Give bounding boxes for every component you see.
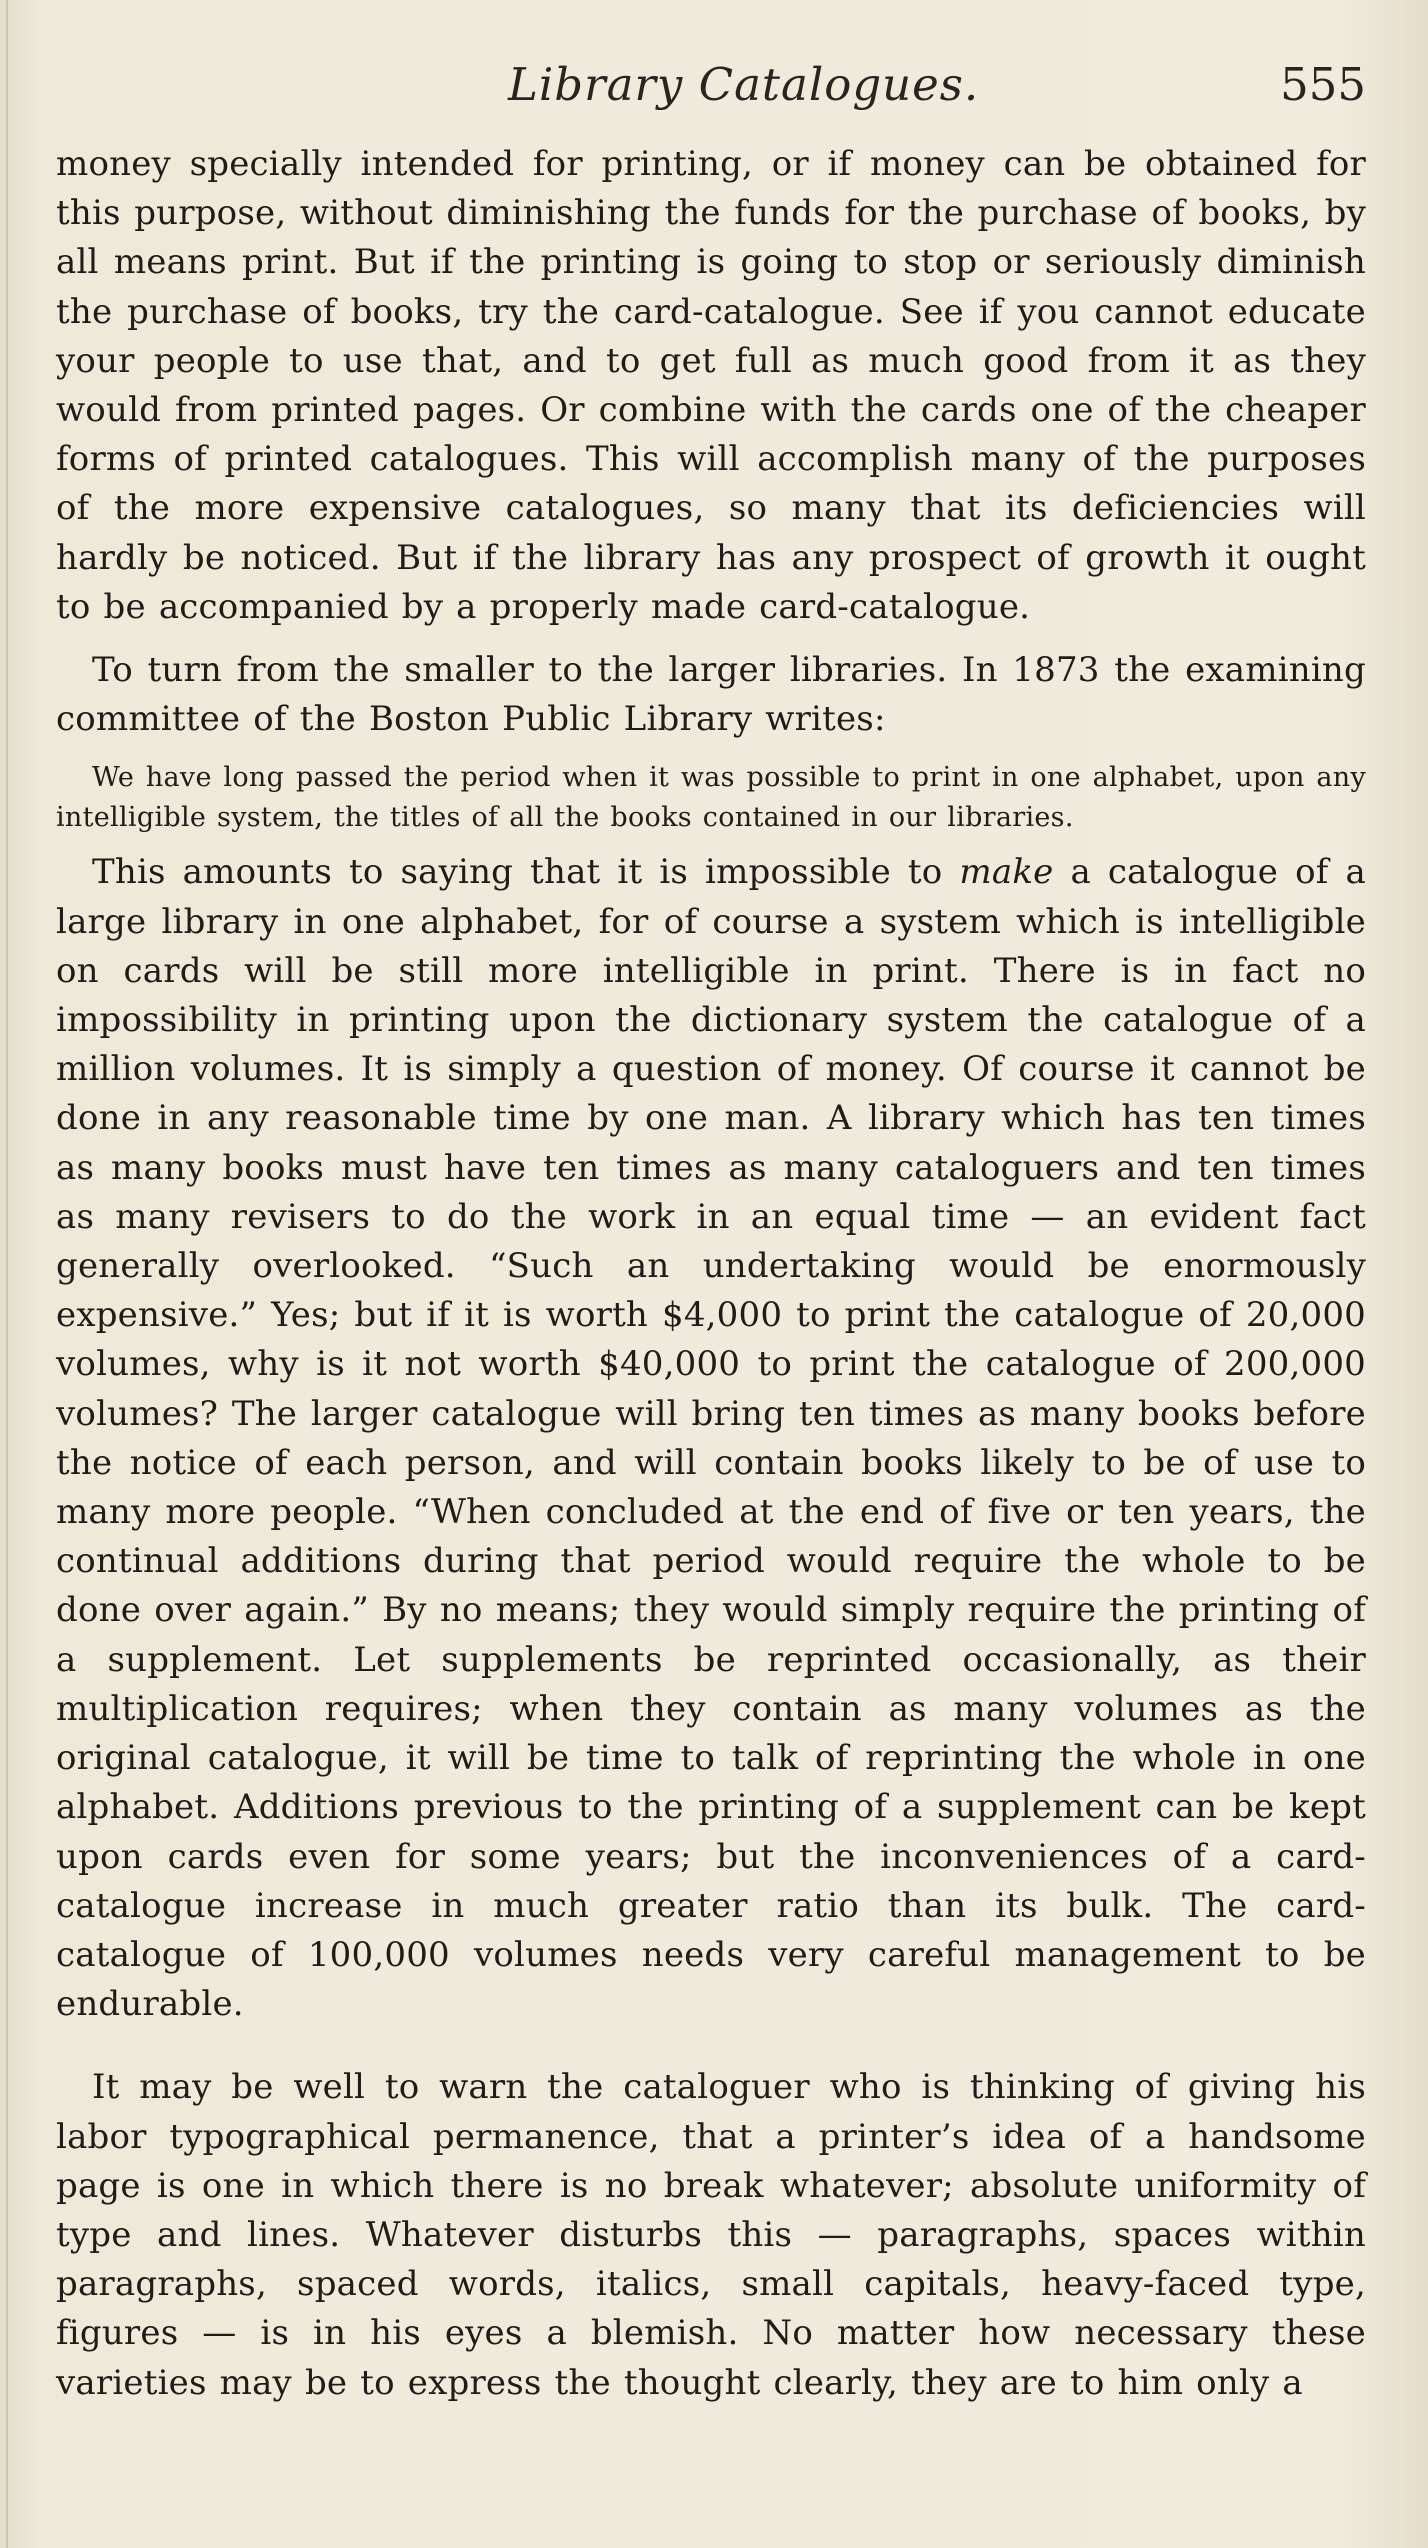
italic-word-make: make — [959, 852, 1054, 893]
paragraph-3-start: This amounts to saying that it is impossible to — [92, 852, 960, 893]
running-title: Library Catalogues. — [508, 58, 980, 111]
paragraph-4: It may be well to warn the cataloguer who is thinking of giving his labor typographical permanence, that a printer’s idea of a handsome page is one in which there is no break whatever; absolute uniformity of type and lines. Whatever disturbs this — paragraphs, spaces within paragraphs, spaced words, italics, small capitals, heavy-faced type, figures — is in his eyes a blemish. No matter how necessary these varieties may be to express the thought clearly, they are to him only a — [56, 2067, 1366, 2403]
page-body — [56, 140, 1366, 2408]
paragraph-3-rest: a catalogue of a large library in one alphabet, for of course a system which is intelligible on cards will be still more intelligible in print. There is in fact no impossibility in printing upon the dictionary system the catalogue of a million volumes. It is simply a question of money. Of course it cannot be done in any reasonable time by one man. A library which has ten times as many books must have ten times as many cataloguers and ten times as many revisers to do the work in an equal time — an evident fact generally overlooked. “Such an undertaking would be enormously expensive.” Yes; but if it is worth $4,000 to print the catalogue of 20,000 volumes, why is it not worth $40,000 to print the catalogue of 200,000 volumes? The larger catalogue will bring ten times as many books before the notice of each person, and will contain books likely to be of use to many more people. “When concluded at the end of five or ten years, the continual additions during that period would require the whole to be done over again.” By no means; they would simply require the printing of a supplement. Let supplements be reprinted occasionally, as their multiplication requires; when they contain as many volumes as the original catalogue, it will be time to talk of reprinting the whole in one alphabet. Additions previous to the printing of a supplement can be kept upon cards even for some years; but the inconveniences of a card-catalogue increase in much greater ratio than its bulk. The card-catalogue of 100,000 volumes needs very careful management to be endurable. — [56, 852, 1366, 2025]
paragraph-3 — [56, 848, 1366, 2029]
paragraph-2: To turn from the smaller to the larger libraries. In 1873 the examining committee of the Boston Public Library writes: — [56, 650, 1366, 740]
running-header — [48, 50, 1366, 120]
paragraph-1: money specially intended for printing, or if money can be obtained for this purpose, without diminishing the funds for the purchase of books, by all means print. But if the printing is going to stop or seriously diminish the purchase of books, try the card-catalogue. See if you cannot educate your people to use that, and to get full as much good from it as they would from printed pages. Or combine with the cards one of the cheaper forms of printed catalogues. This will accomplish many of the purposes of the more expensive catalogues, so many that its deficiencies will hardly be noticed. But if the library has any prospect of growth it ought to be accompanied by a properly made card-catalogue. — [56, 144, 1366, 627]
page-edge-shadow — [6, 0, 8, 2548]
block-quote: We have long passed the period when it was possible to print in one alphabet, upon any intelligible system, the titles of all the books contained in our libraries. — [56, 762, 1366, 834]
page-number: 555 — [1280, 58, 1366, 111]
